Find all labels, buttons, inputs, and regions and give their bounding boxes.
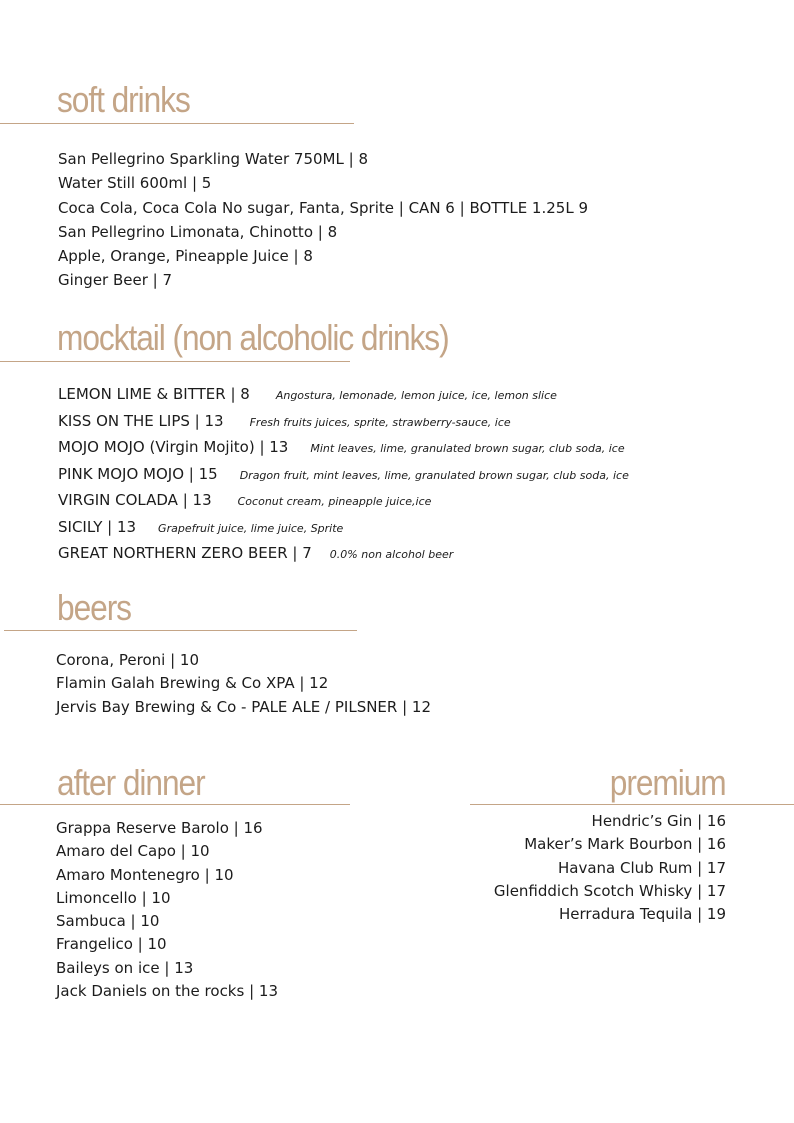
drink-description: Dragon fruit, mint leaves, lime, granulated brown sugar, club soda, ice <box>239 468 629 482</box>
list-item: Flamin Galah Brewing & Co XPA | 12 <box>56 674 329 693</box>
list-item <box>58 409 629 436</box>
drink-name: GREAT NORTHERN ZERO BEER | 7 <box>58 544 312 562</box>
after-dinner-list <box>56 817 278 1003</box>
after-dinner-heading: after dinner <box>57 762 205 803</box>
list-item: Jervis Bay Brewing & Co - PALE ALE / PILSNER | 12 <box>56 697 432 716</box>
list-item: Sambuca | 10 <box>56 912 160 931</box>
premium-list <box>494 810 726 926</box>
list-item <box>58 515 629 542</box>
list-item: Apple, Orange, Pineapple Juice | 8 <box>58 247 313 266</box>
soft-drinks-list <box>58 147 588 293</box>
list-item <box>58 435 629 462</box>
list-item: Hendric’s Gin | 16 <box>591 812 726 830</box>
drink-description: Coconut cream, pineapple juice,ice <box>237 495 432 508</box>
list-item: Herradura Tequila | 19 <box>559 905 726 924</box>
premium-heading: premium <box>610 762 726 803</box>
drink-description: 0.0% non alcohol beer <box>329 548 454 561</box>
list-item: Frangelico | 10 <box>56 935 167 954</box>
drink-description: Angostura, lemonade, lemon juice, ice, lemon slice <box>275 389 557 402</box>
mocktail-heading: mocktail (non alcoholic drinks) <box>57 317 449 358</box>
list-item: Grappa Reserve Barolo | 16 <box>56 819 263 837</box>
drink-name: PINK MOJO MOJO | 15 <box>58 464 218 483</box>
premium-divider <box>470 804 794 805</box>
list-item: Maker’s Mark Bourbon | 16 <box>524 835 726 854</box>
list-item: San Pellegrino Sparkling Water 750ML | 8 <box>58 150 368 168</box>
list-item: Water Still 600ml | 5 <box>58 174 212 193</box>
drink-name: MOJO MOJO (Virgin Mojito) | 13 <box>58 438 289 456</box>
list-item <box>58 382 629 409</box>
drink-description: Grapefruit juice, lime juice, Sprite <box>158 521 344 535</box>
drink-description: Fresh fruits juices, sprite, strawberry-sauce, ice <box>249 415 511 429</box>
mocktail-list <box>58 382 629 568</box>
list-item: Coca Cola, Coca Cola No sugar, Fanta, Sprite | CAN 6 | BOTTLE 1.25L 9 <box>58 198 589 217</box>
drink-name: KISS ON THE LIPS | 13 <box>58 411 224 430</box>
after-dinner-divider <box>0 804 350 805</box>
list-item: San Pellegrino Limonata, Chinotto | 8 <box>58 222 338 241</box>
drink-description: Mint leaves, lime, granulated brown sugar, club soda, ice <box>310 442 625 455</box>
list-item <box>58 488 629 515</box>
beers-list <box>56 649 431 719</box>
drink-name: SICILY | 13 <box>58 517 137 536</box>
soft-drinks-heading: soft drinks <box>57 79 190 120</box>
list-item: Ginger Beer | 7 <box>58 271 173 290</box>
beers-divider <box>4 630 357 631</box>
list-item <box>58 541 629 568</box>
list-item: Baileys on ice | 13 <box>56 958 194 977</box>
list-item: Corona, Peroni | 10 <box>56 651 200 669</box>
drink-name: VIRGIN COLADA | 13 <box>58 491 212 509</box>
list-item: Havana Club Rum | 17 <box>558 858 726 877</box>
list-item: Amaro Montenegro | 10 <box>56 865 234 884</box>
soft-drinks-divider <box>0 123 354 124</box>
list-item: Limoncello | 10 <box>56 888 171 907</box>
drink-name: LEMON LIME & BITTER | 8 <box>58 385 250 403</box>
list-item: Glenfiddich Scotch Whisky | 17 <box>493 881 726 900</box>
beers-heading: beers <box>57 587 131 628</box>
list-item: Amaro del Capo | 10 <box>56 842 210 861</box>
list-item: Jack Daniels on the rocks | 13 <box>56 982 278 1001</box>
mocktail-divider <box>0 361 350 362</box>
list-item <box>58 462 629 489</box>
